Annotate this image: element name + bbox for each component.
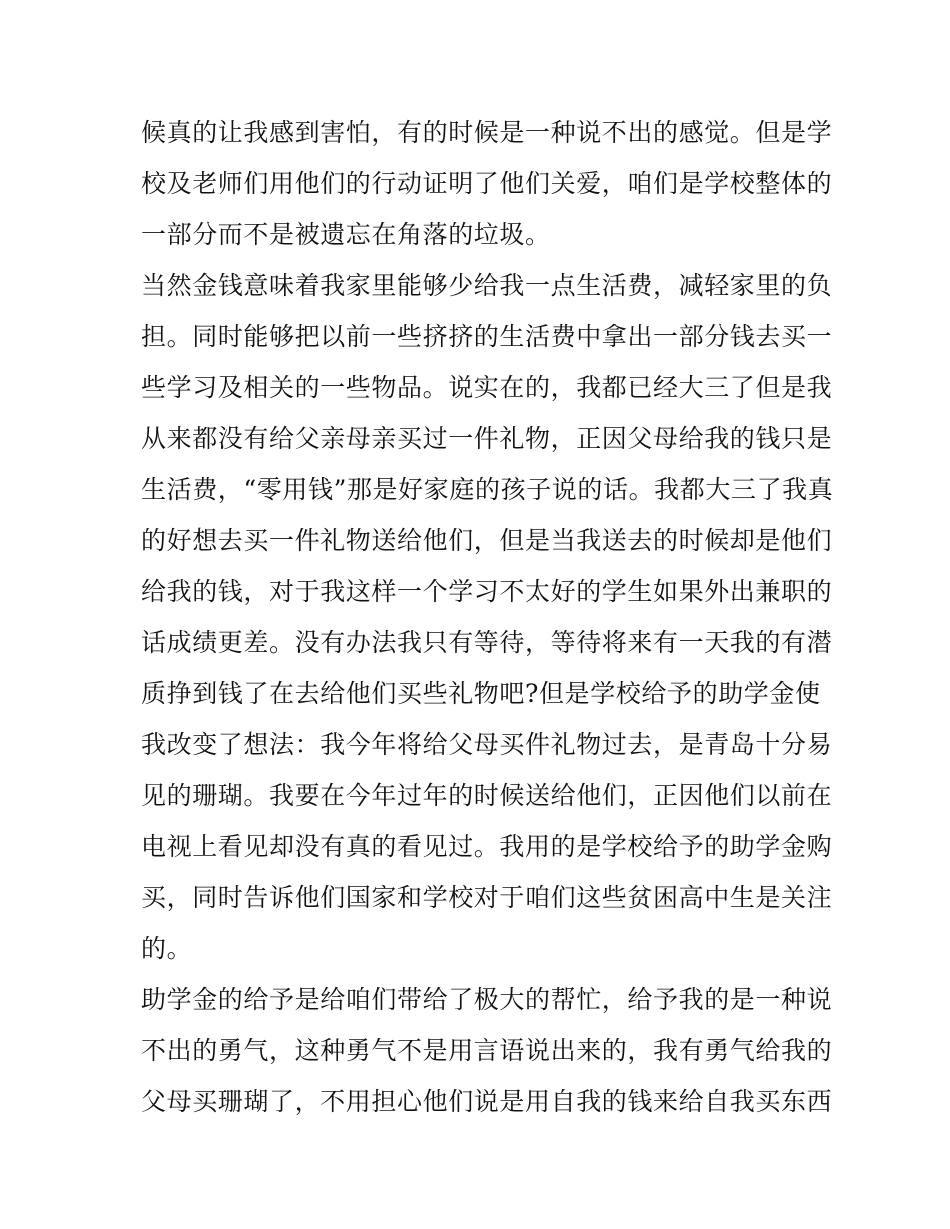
text-line: 买，同时告诉他们国家和学校对于咱们这些贫困高中生是关注 — [141, 883, 833, 912]
document-body — [141, 107, 834, 1127]
text-line: 助学金的给予是给咱们带给了极大的帮忙，给予我的是一种说 — [141, 985, 833, 1014]
text-line: 话成绩更差。没有办法我只有等待，等待将来有一天我的有潜 — [141, 628, 833, 657]
text-line: 我改变了想法：我今年将给父母买件礼物过去，是青岛十分易 — [141, 730, 833, 759]
text-line: 候真的让我感到害怕，有的时候是一种说不出的感觉。但是学 — [141, 118, 833, 147]
text-line: 当然金钱意味着我家里能够少给我一点生活费，减轻家里的负 — [141, 271, 833, 300]
text-line: 生活费，“零用钱”那是好家庭的孩子说的话。我都大三了我真 — [141, 475, 834, 504]
text-line: 的。 — [141, 934, 193, 963]
text-line: 父母买珊瑚了，不用担心他们说是用自我的钱来给自我买东西 — [141, 1087, 833, 1116]
text-line: 不出的勇气，这种勇气不是用言语说出来的，我有勇气给我的 — [141, 1036, 833, 1065]
text-line: 电视上看见却没有真的看见过。我用的是学校给予的助学金购 — [141, 832, 833, 861]
text-line: 的好想去买一件礼物送给他们，但是当我送去的时候却是他们 — [141, 526, 833, 555]
text-line: 从来都没有给父亲母亲买过一件礼物，正因父母给我的钱只是 — [141, 424, 833, 453]
text-line: 校及老师们用他们的行动证明了他们关爱，咱们是学校整体的 — [141, 169, 833, 198]
text-line: 给我的钱，对于我这样一个学习不太好的学生如果外出兼职的 — [141, 577, 833, 606]
text-line: 质挣到钱了在去给他们买些礼物吧?但是学校给予的助学金使 — [141, 679, 821, 708]
text-line: 担。同时能够把以前一些挤挤的生活费中拿出一部分钱去买一 — [141, 322, 833, 351]
text-line: 见的珊瑚。我要在今年过年的时候送给他们，正因他们以前在 — [141, 781, 833, 810]
text-line: 一部分而不是被遗忘在角落的垃圾。 — [141, 220, 551, 249]
text-line: 些学习及相关的一些物品。说实在的，我都已经大三了但是我 — [141, 373, 833, 402]
